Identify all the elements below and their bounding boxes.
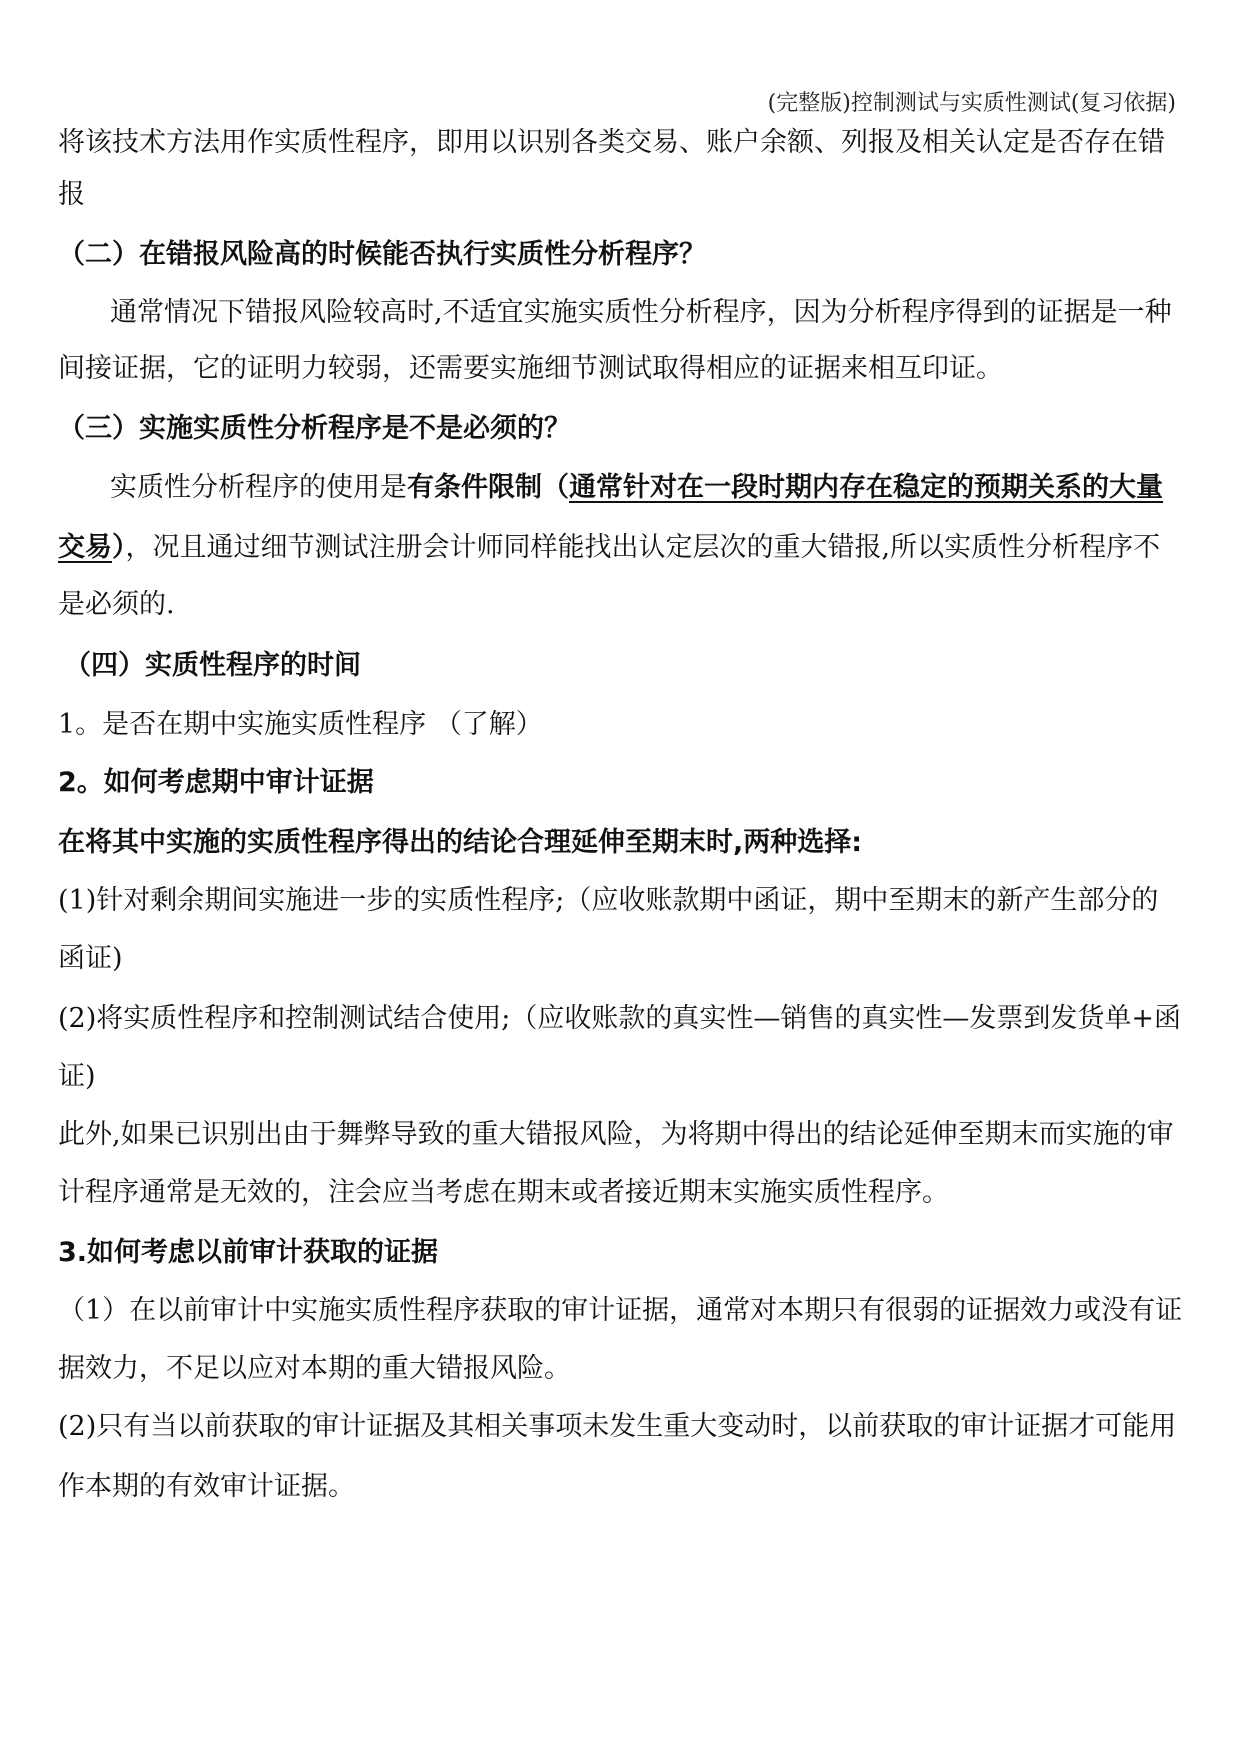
paragraph-line: (1)针对剩余期间实施进一步的实质性程序;（应收账款期中函证，期中至期末的新产生部分的 (58, 885, 1159, 916)
text-run: ，况且通过细节测试注册会计师同样能找出认定层次的重大错报,所以实质性分析程序不 (125, 532, 1161, 563)
emphasis-underline-text: 交易 (58, 532, 112, 563)
section-heading: （二）在错报风险高的时候能否执行实质性分析程序？ (58, 239, 706, 270)
paragraph-line: 将该技术方法用作实质性程序，即用以识别各类交易、账户余额、列报及相关认定是否存在错 (58, 127, 1165, 158)
paragraph-line: 此外,如果已识别出由于舞弊导致的重大错报风险，为将期中得出的结论延伸至期末而实施的审 (58, 1119, 1174, 1150)
emphasis-text: ） (112, 532, 126, 563)
paragraph-line: （1）在以前审计中实施实质性程序获取的审计证据，通常对本期只有很弱的证据效力或没有证 (58, 1295, 1183, 1326)
paragraph-line: 函证) (58, 943, 123, 974)
section-heading: （四）实质性程序的时间 (64, 650, 361, 681)
paragraph-line: 证) (58, 1061, 96, 1092)
paragraph-line: 报 (58, 179, 85, 210)
paragraph-line: 通常情况下错报风险较高时,不适宜实施实质性分析程序，因为分析程序得到的证据是一种 (110, 297, 1172, 328)
paragraph-line: (2)将实质性程序和控制测试结合使用;（应收账款的真实性—销售的真实性—发票到发货单+函 (58, 1003, 1181, 1034)
text-run: 实质性分析程序的使用是 (110, 472, 407, 503)
paragraph-line: 间接证据，它的证明力较弱，还需要实施细节测试取得相应的证据来相互印证。 (58, 353, 1003, 384)
paragraph-line: 计程序通常是无效的，注会应当考虑在期末或者接近期末实施实质性程序。 (58, 1177, 949, 1208)
section-heading: 2。如何考虑期中审计证据 (58, 767, 374, 798)
emphasis-underline-text: 通常针对在一段时期内存在稳定的预期关系的大量 (569, 472, 1163, 503)
paragraph-line (110, 470, 1163, 506)
paragraph-line (58, 530, 1160, 566)
paragraph-line: 据效力，不足以应对本期的重大错报风险。 (58, 1353, 571, 1384)
bold-line: 在将其中实施的实质性程序得出的结论合理延伸至期末时,两种选择: (58, 827, 863, 858)
emphasis-text: 有条件限制（ (407, 472, 569, 503)
paragraph-line: 1。是否在期中实施实质性程序 （了解） (58, 709, 543, 740)
page-header: (完整版)控制测试与实质性测试(复习依据) (767, 91, 1176, 116)
paragraph-line: 是必须的. (58, 589, 175, 620)
paragraph-line: 作本期的有效审计证据。 (58, 1471, 355, 1502)
section-heading: 3.如何考虑以前审计获取的证据 (58, 1237, 439, 1268)
section-heading: （三）实施实质性分析程序是不是必须的？ (58, 413, 571, 444)
paragraph-line: (2)只有当以前获取的审计证据及其相关事项未发生重大变动时，以前获取的审计证据才可能用 (58, 1411, 1177, 1442)
